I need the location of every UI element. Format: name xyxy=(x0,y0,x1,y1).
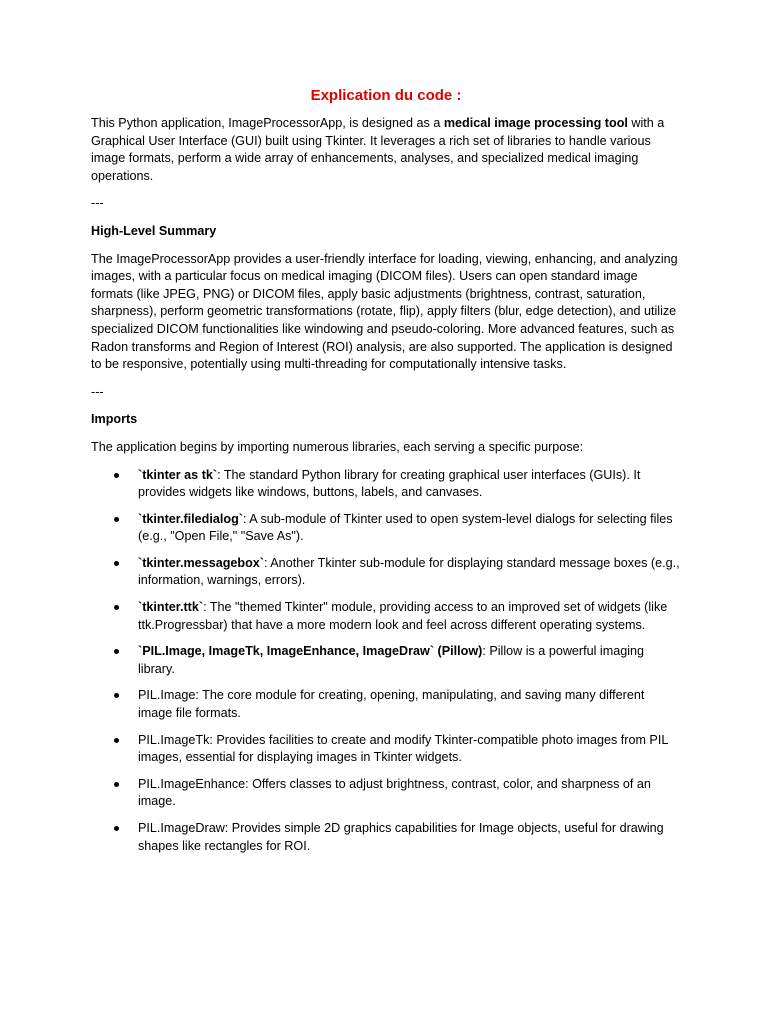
list-item-bold: `tkinter.ttk` xyxy=(138,600,204,615)
list-item xyxy=(91,643,681,678)
list-item-text: PIL.ImageDraw: Provides simple 2D graphics capabilities for Image objects, useful for drawing shapes like rectangles for ROI. xyxy=(138,821,664,853)
list-item-text: : The "themed Tkinter" module, providing access to an improved set of widgets (like ttk.Progressbar) that have a more modern look and feel across different operating systems. xyxy=(138,600,668,632)
intro-text-after: with a Graphical User Interface (GUI) built using Tkinter. It leverages a rich set of libraries to handle various image formats, perform a wide array of enhancements, analyses, and specialized medical imaging operations. xyxy=(91,116,665,183)
intro-bold-phrase: medical image processing tool xyxy=(443,116,628,130)
list-item-text: PIL.ImageEnhance: Offers classes to adjust brightness, contrast, color, and sharpness of an image. xyxy=(138,776,651,809)
bullet-icon xyxy=(114,605,119,610)
intro-paragraph xyxy=(91,115,681,185)
list-item-bold: `tkinter.messagebox` xyxy=(138,555,264,570)
list-item xyxy=(91,820,681,855)
list-item-bold: `tkinter.filedialog` xyxy=(138,511,243,526)
list-item-text: PIL.Image: The core module for creating, opening, manipulating, and saving many different image file formats. xyxy=(138,688,645,721)
bullet-icon xyxy=(114,649,119,654)
imports-heading: Imports xyxy=(91,412,138,427)
bullet-icon xyxy=(114,561,119,566)
bullet-icon xyxy=(114,738,119,743)
intro-text-before: This Python application, ImageProcessorApp, is designed as a xyxy=(91,116,444,130)
separator: --- xyxy=(91,384,104,399)
bullet-icon xyxy=(114,693,119,698)
bullet-icon xyxy=(114,517,119,522)
list-item xyxy=(91,599,681,634)
list-item-bold: `tkinter as tk` xyxy=(138,467,218,482)
imports-list xyxy=(91,467,681,856)
list-item-bold: `PIL.Image, ImageTk, ImageEnhance, ImageDraw` (Pillow) xyxy=(138,644,483,659)
bullet-icon xyxy=(114,473,119,478)
list-item xyxy=(91,555,681,590)
document-content xyxy=(91,86,681,864)
list-item xyxy=(91,467,681,502)
list-item-text: : A sub-module of Tkinter used to open system-level dialogs for selecting files (e.g., "Open File," "Save As"). xyxy=(138,511,673,544)
imports-intro: The application begins by importing numerous libraries, each serving a specific purpose: xyxy=(91,439,584,454)
list-item xyxy=(91,776,681,811)
list-item xyxy=(91,732,681,767)
list-item-text: PIL.ImageTk: Provides facilities to create and modify Tkinter-compatible photo images from PIL images, essential for displaying images in Tkinter widgets. xyxy=(138,732,668,765)
separator: --- xyxy=(91,196,104,211)
summary-paragraph: The ImageProcessorApp provides a user-friendly interface for loading, viewing, enhancing, and analyzing images, with a particular focus on medical imaging (DICOM files). Users can open standard image formats (like JPEG, PNG) or DICOM files, apply basic adjustments (brightness, contrast, saturation, sharpness), perform geometric transformations (rotate, flip), apply filters (blur, edge detection), and utilize specialized DICOM functionalities like windowing and pseudo-coloring. More advanced features, such as Radon transforms and Region of Interest (ROI) analysis, are also supported. The application is designed to be responsive, potentially using multi-threading for computationally intensive tasks. xyxy=(91,251,678,372)
list-item-text: : Another Tkinter sub-module for displaying standard message boxes (e.g., information, warnings, errors). xyxy=(138,555,680,588)
list-item-text: : The standard Python library for creating graphical user interfaces (GUIs). It provides widgets like windows, buttons, labels, and canvases. xyxy=(138,467,641,500)
list-item-text: : Pillow is a powerful imaging library. xyxy=(138,644,645,676)
bullet-icon xyxy=(114,782,119,787)
summary-heading: High-Level Summary xyxy=(91,223,217,238)
list-item xyxy=(91,511,681,546)
document-title: Explication du code : xyxy=(310,87,462,104)
list-item xyxy=(91,687,681,722)
bullet-icon xyxy=(114,826,119,831)
